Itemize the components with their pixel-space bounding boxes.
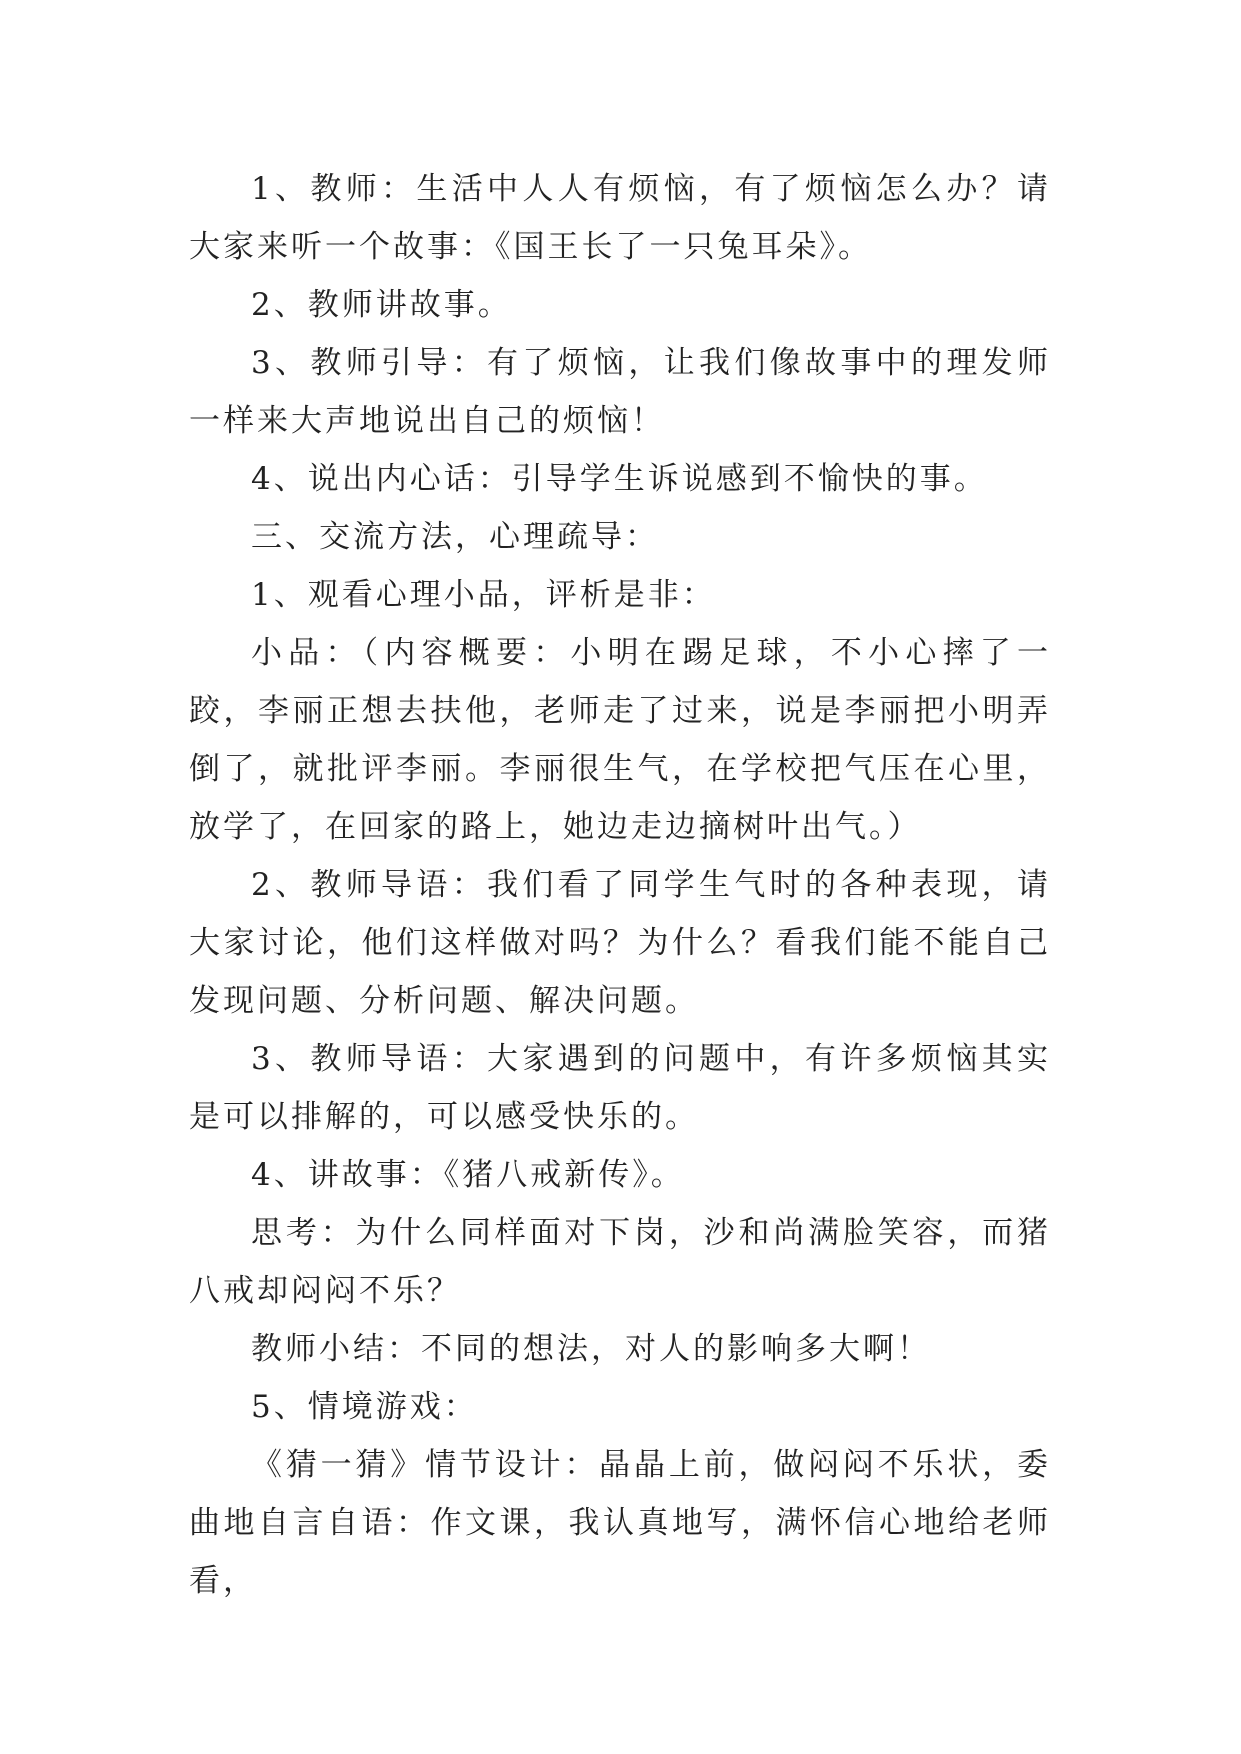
paragraph: 3、教师导语：大家遇到的问题中，有许多烦恼其实是可以排解的，可以感受快乐的。 [189, 1041, 1051, 1135]
section-heading: 三、交流方法，心理疏导： [251, 519, 659, 555]
paragraph: 《猜一猜》情节设计：晶晶上前，做闷闷不乐状，委曲地自言自语：作文课，我认真地写，满怀信心地给老师看， [189, 1447, 1051, 1599]
paragraph: 5、情境游戏： [251, 1389, 478, 1425]
paragraph: 2、教师讲故事。 [251, 287, 512, 323]
paragraph: 4、讲故事：《猪八戒新传》。 [251, 1157, 685, 1193]
paragraph: 2、教师导语：我们看了同学生气时的各种表现，请大家讨论，他们这样做对吗？为什么？看我们能不能自己发现问题、分析问题、解决问题。 [189, 867, 1051, 1019]
paragraph: 1、教师：生活中人人有烦恼，有了烦恼怎么办？请大家来听一个故事：《国王长了一只兔耳朵》。 [189, 171, 1051, 265]
paragraph: 教师小结：不同的想法，对人的影响多大啊！ [251, 1331, 931, 1367]
paragraph: 小品：（内容概要：小明在踢足球，不小心摔了一跤，李丽正想去扶他，老师走了过来，说是李丽把小明弄倒了，就批评李丽。李丽很生气，在学校把气压在心里，放学了，在回家的路上，她边走边摘树叶出气。） [189, 635, 1051, 845]
paragraph: 4、说出内心话：引导学生诉说感到不愉快的事。 [251, 461, 988, 497]
paragraph: 3、教师引导：有了烦恼，让我们像故事中的理发师一样来大声地说出自己的烦恼！ [189, 345, 1051, 439]
paragraph: 思考：为什么同样面对下岗，沙和尚满脸笑容，而猪八戒却闷闷不乐？ [189, 1215, 1051, 1309]
paragraph: 1、观看心理小品，评析是非： [251, 577, 716, 613]
document-body [189, 160, 1051, 1610]
